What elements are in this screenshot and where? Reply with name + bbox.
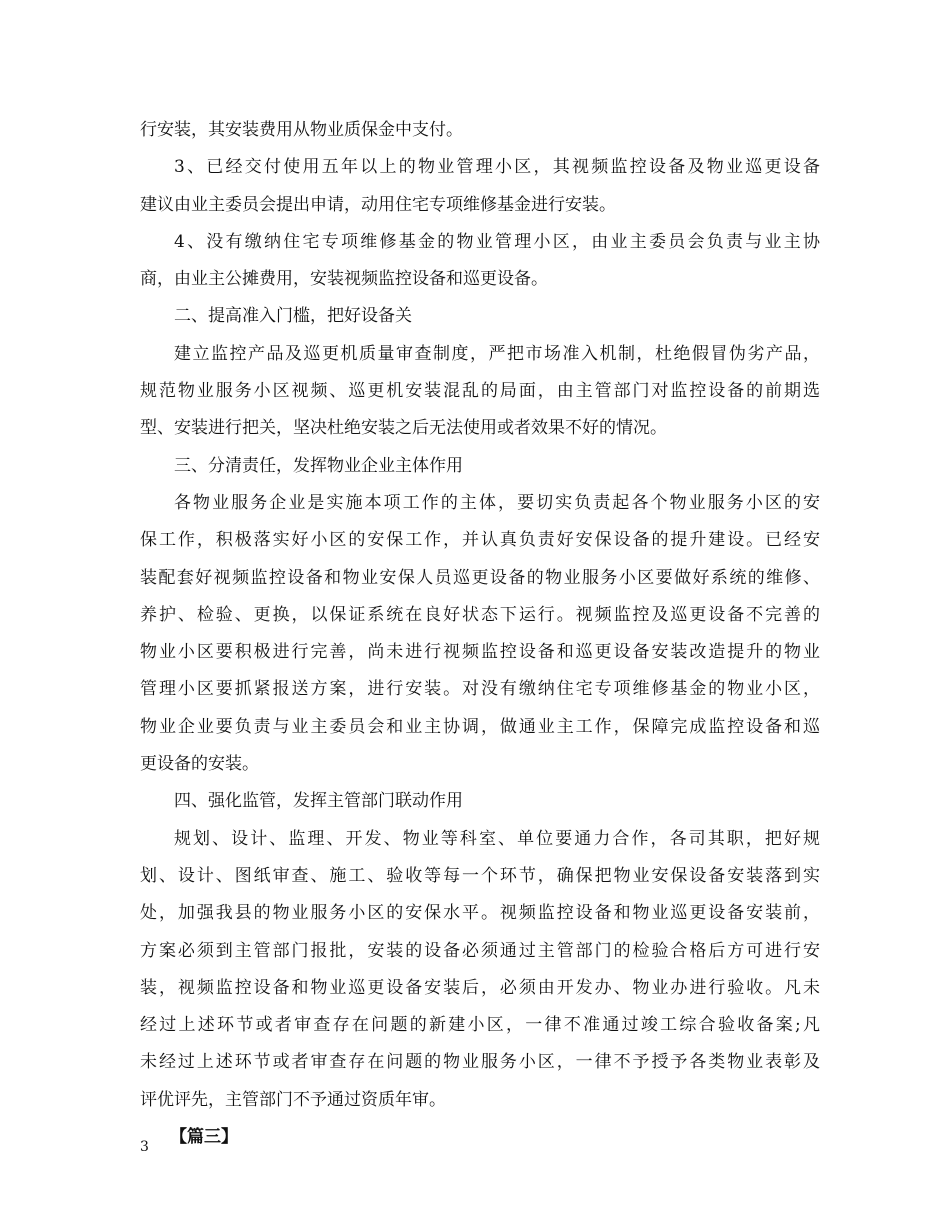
text-line: 经过上述环节或者审查存在问题的新建小区，一律不准通过竣工综合验收备案;凡: [140, 1015, 820, 1036]
text-line: 处，加强我县的物业服务小区的安保水平。视频监控设备和物业巡更设备安装前，: [140, 903, 820, 924]
text-line: 更设备的安装。: [140, 754, 259, 775]
section-heading: 二、提高准入门槛，把好设备关: [174, 306, 412, 327]
text-line: 商，由业主公摊费用，安装视频监控设备和巡更设备。: [140, 269, 548, 290]
text-line: 装，视频监控设备和物业巡更设备安装后，必须由开发办、物业办进行验收。凡未: [140, 977, 820, 998]
page-number: 3: [140, 1139, 149, 1155]
text-line: 规划、设计、监理、开发、物业等科室、单位要通力合作，各司其职，把好规: [174, 828, 820, 849]
document-body: [140, 112, 820, 1156]
text-line: 评优评先，主管部门不予通过资质年审。: [140, 1089, 446, 1110]
text-line: 管理小区要抓紧报送方案，进行安装。对没有缴纳住宅专项维修基金的物业小区，: [140, 679, 820, 700]
text-line: 未经过上述环节或者审查存在问题的物业服务小区，一律不予授予各类物业表彰及: [140, 1052, 820, 1073]
text-line: 物业小区要积极进行完善，尚未进行视频监控设备和巡更设备安装改造提升的物业: [140, 642, 820, 663]
text-line: 养护、检验、更换，以保证系统在良好状态下运行。视频监控及巡更设备不完善的: [140, 604, 820, 625]
text-line: 物业企业要负责与业主委员会和业主协调，做通业主工作，保障完成监控设备和巡: [140, 716, 820, 737]
text-line: 3、已经交付使用五年以上的物业管理小区，其视频监控设备及物业巡更设备: [174, 157, 820, 178]
text-line: 建立监控产品及巡更机质量审查制度，严把市场准入机制，杜绝假冒伪劣产品，: [174, 343, 820, 364]
text-line: 装配套好视频监控设备和物业安保人员巡更设备的物业服务小区要做好系统的维修、: [140, 567, 820, 588]
text-line: 规范物业服务小区视频、巡更机安装混乱的局面，由主管部门对监控设备的前期选: [140, 381, 820, 402]
text-line: 建议由业主委员会提出申请，动用住宅专项维修基金进行安装。: [140, 194, 616, 215]
section-heading: 三、分清责任，发挥物业企业主体作用: [174, 455, 463, 476]
text-line: 行安装，其安装费用从物业质保金中支付。: [140, 120, 463, 140]
part-heading: 【篇三】: [170, 1127, 238, 1148]
text-line: 型、安装进行把关，坚决杜绝安装之后无法使用或者效果不好的情况。: [140, 418, 667, 439]
text-line: 4、没有缴纳住宅专项维修基金的物业管理小区，由业主委员会负责与业主协: [174, 231, 820, 252]
text-line: 各物业服务企业是实施本项工作的主体，要切实负责起各个物业服务小区的安: [174, 492, 820, 513]
text-line: 保工作，积极落实好小区的安保工作，并认真负责好安保设备的提升建设。已经安: [140, 530, 820, 551]
text-line: 划、设计、图纸审查、施工、验收等每一个环节，确保把物业安保设备安装落到实: [140, 865, 820, 886]
text-line: 方案必须到主管部门报批，安装的设备必须通过主管部门的检验合格后方可进行安: [140, 940, 820, 961]
section-heading: 四、强化监管，发挥主管部门联动作用: [174, 791, 463, 812]
